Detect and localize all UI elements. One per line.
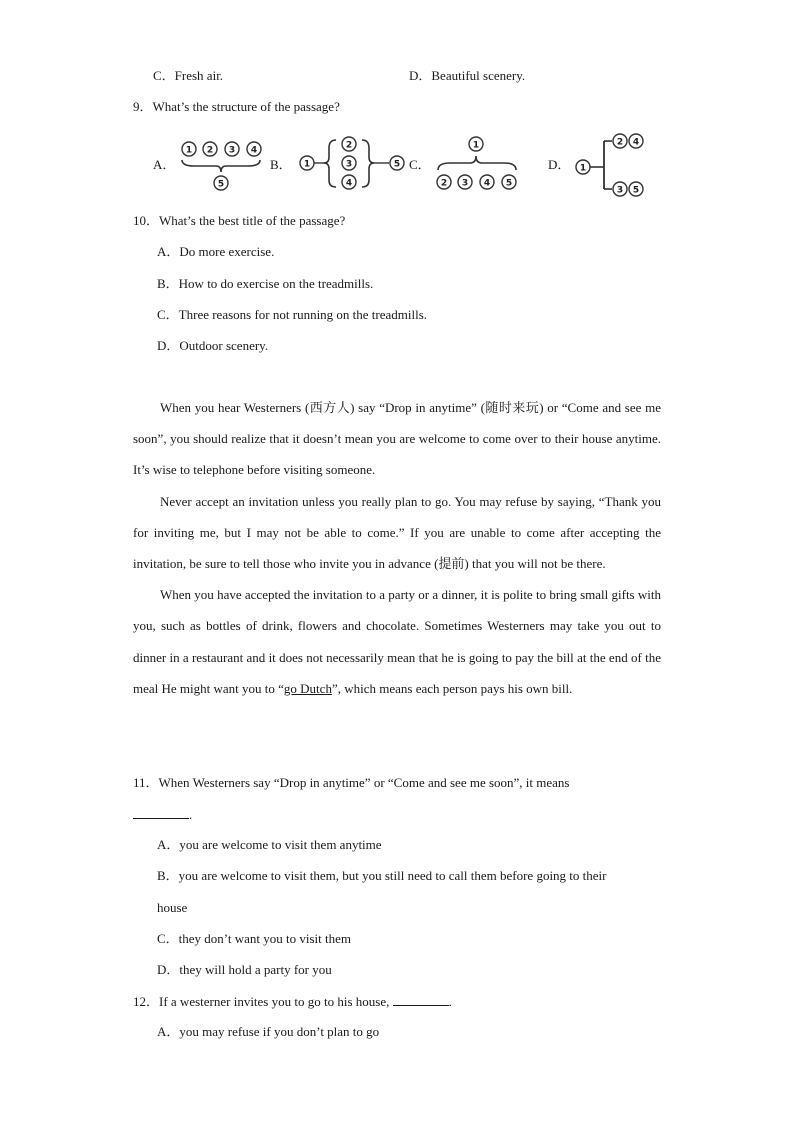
q8-option-c: C．Fresh air.: [153, 68, 224, 83]
diagram-c-circle-1: [469, 137, 483, 151]
diagram-a-circle-2: [203, 142, 217, 156]
diagram-c-circle-5: [502, 175, 516, 189]
diagram-a-circle-1: [182, 142, 196, 156]
svg-text:1: 1: [303, 159, 311, 170]
diagram-c-circle-3: [458, 175, 472, 189]
diagram-a-circle-4: [247, 142, 261, 156]
diagram-c-circle-4: [480, 175, 494, 189]
svg-text:2: 2: [206, 145, 214, 156]
diagram-b-circle-3: [342, 156, 356, 170]
q9-label-a: A．: [153, 157, 176, 172]
svg-text:2: 2: [440, 178, 448, 189]
q9-diagram-b: [296, 134, 408, 194]
diagram-d-circle-5: [629, 182, 643, 196]
q10-option-a: A．Do more exercise.: [157, 244, 275, 259]
diagram-c-circle-2: [437, 175, 451, 189]
svg-text:2: 2: [345, 140, 353, 151]
svg-text:2: 2: [616, 137, 624, 148]
svg-text:3: 3: [228, 145, 236, 156]
q9-label-c: C．: [409, 157, 431, 172]
diagram-b-left-brace: [324, 140, 336, 187]
q9-diagram-d: [572, 130, 650, 200]
svg-text:4: 4: [345, 178, 353, 189]
svg-text:5: 5: [505, 178, 513, 189]
diagram-a-circle-5: [214, 176, 228, 190]
passage-paragraph-1: When you hear Westerners (西方人) say “Drop in anytime” (随时来玩) or “Come and see me soon”, you should realize that it doesn’t mean you are welcome to come over to their house anytime. It’s wise to telephone before visiting someone.: [133, 400, 661, 478]
q9-label-d: D．: [548, 157, 571, 172]
q11-option-d: D．they will hold a party for you: [157, 962, 332, 977]
svg-text:3: 3: [345, 159, 353, 170]
svg-text:5: 5: [632, 185, 640, 196]
q9-diagram-a: [176, 134, 268, 194]
q11-option-a: A．you are welcome to visit them anytime: [157, 837, 382, 852]
diagram-a-brace: [182, 160, 260, 172]
diagram-d-circle-1: [576, 160, 590, 174]
q11-option-c: C．they don’t want you to visit them: [157, 931, 352, 946]
q11-question: 11．When Westerners say “Drop in anytime” or “Come and see me soon”, it means: [133, 775, 570, 790]
q9-question: 9．What’s the structure of the passage?: [133, 99, 340, 114]
q12-option-a: A．you may refuse if you don’t plan to go: [157, 1024, 380, 1039]
diagram-b-circle-1: [300, 156, 314, 170]
q8-option-d: D．Beautiful scenery.: [409, 68, 526, 83]
q10-question: 10．What’s the best title of the passage?: [133, 213, 346, 228]
passage-paragraph-2: Never accept an invitation unless you really plan to go. You may refuse by saying, “Thank you for inviting me, but I may not be able to come.” If you are unable to come after accepting the invitation, be sure to tell those who invite you in advance (提前) that you will not be there.: [133, 493, 661, 572]
diagram-b-circle-2: [342, 137, 356, 151]
q9-label-b: B．: [270, 157, 292, 172]
svg-text:4: 4: [632, 137, 640, 148]
diagram-d-circle-2: [613, 134, 627, 148]
diagram-b-circle-5: [390, 156, 404, 170]
q10-option-b: B．How to do exercise on the treadmills.: [157, 276, 374, 291]
svg-text:5: 5: [393, 159, 401, 170]
reading-passage: [133, 392, 661, 704]
q12-question: 12．If a westerner invites you to go to his house, .: [133, 994, 452, 1009]
svg-text:3: 3: [616, 185, 624, 196]
diagram-c-brace: [438, 156, 516, 170]
diagram-b-circle-4: [342, 175, 356, 189]
q11-option-b: B．you are welcome to visit them, but you still need to call them before going to their: [157, 868, 607, 883]
go-dutch-term: go Dutch: [283, 680, 332, 696]
q10-option-c: C．Three reasons for not running on the treadmills.: [157, 307, 428, 322]
svg-text:1: 1: [185, 145, 193, 156]
diagram-b-right-brace: [362, 140, 374, 187]
diagram-d-circle-3: [613, 182, 627, 196]
q10-option-d: D．Outdoor scenery.: [157, 338, 269, 353]
q11-option-b-cont: house: [157, 900, 188, 915]
svg-text:5: 5: [217, 179, 225, 190]
diagram-a-circle-3: [225, 142, 239, 156]
q11-answer-line: .: [133, 806, 192, 823]
diagram-d-circle-4: [629, 134, 643, 148]
svg-text:1: 1: [472, 140, 480, 151]
svg-text:4: 4: [483, 178, 491, 189]
svg-text:3: 3: [461, 178, 469, 189]
svg-text:4: 4: [250, 145, 258, 156]
svg-text:1: 1: [579, 163, 587, 174]
q9-diagram-c: [432, 134, 524, 194]
passage-paragraph-3: When you have accepted the invitation to a party or a dinner, it is polite to bring small gifts with you, such as bottles of drink, flowers and chocolate. Sometimes Westerners may take you out to dinner in a restaurant and it does not necessarily mean that he is going to pay the bill at the end of the meal He might want you to “go Dutch”, which means each person pays his own bill.: [133, 587, 661, 696]
q12-blank: [393, 993, 449, 1006]
q11-blank: [133, 806, 189, 819]
